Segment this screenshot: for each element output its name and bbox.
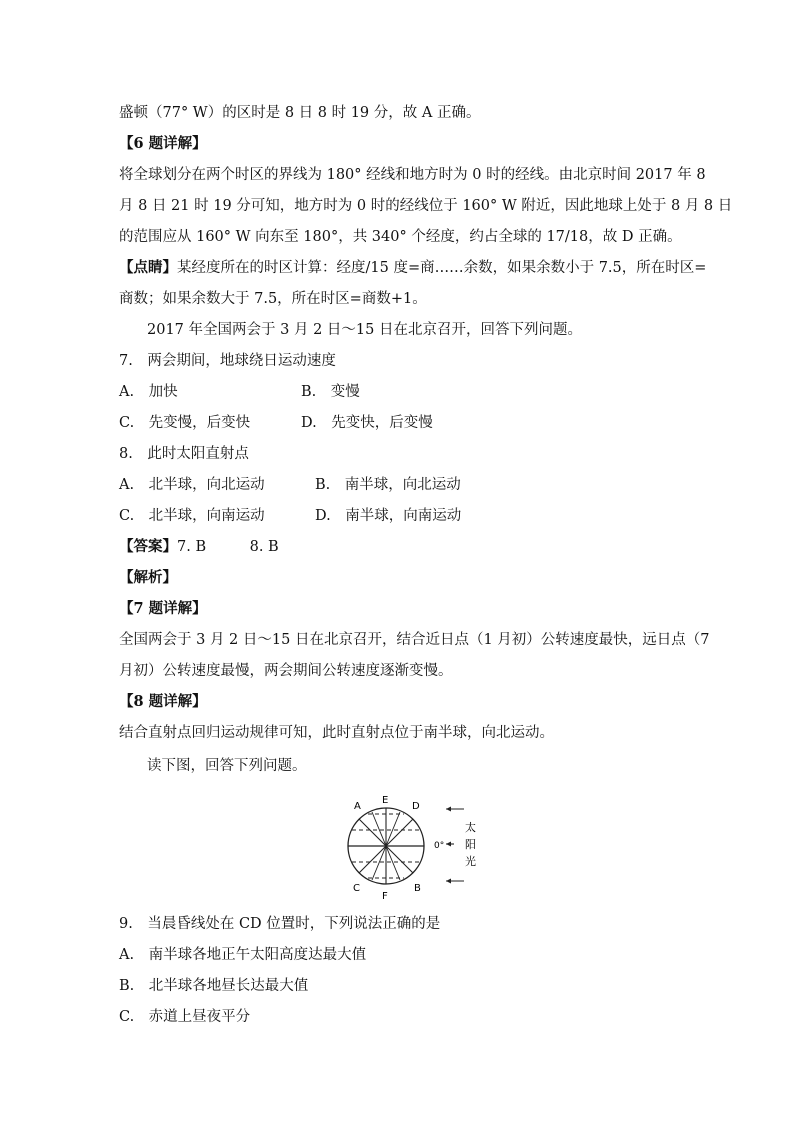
tip-line: [119, 258, 706, 278]
equator-label: 0°: [434, 841, 445, 851]
sunlight-label-char: 光: [465, 855, 476, 868]
option-9c: C. 赤道上昼夜平分: [119, 1009, 251, 1025]
option-9a: A. 南半球各地正午太阳高度达最大值: [119, 947, 367, 963]
question-intro: 2017 年全国两会于 3 月 2 日～15 日在北京召开，回答下列问题。: [147, 322, 582, 338]
answer-line: [119, 537, 279, 557]
option-8d: D. 南半球，向南运动: [315, 508, 462, 524]
option-7d: D. 先变快，后变慢: [301, 415, 433, 431]
sunlight-arrows: [446, 807, 464, 884]
section-heading-6: 【6 题详解】: [119, 135, 207, 152]
option-7a: A. 加快: [119, 384, 178, 400]
point-c-label: C: [353, 883, 360, 894]
section-heading-8: 【8 题详解】: [119, 693, 207, 710]
question-8: 8. 此时太阳直射点: [119, 446, 249, 462]
answer-label: 【答案】: [119, 538, 177, 555]
point-a-label: A: [354, 801, 361, 812]
point-e-label: E: [382, 795, 389, 806]
option-9b: B. 北半球各地昼长达最大值: [119, 978, 309, 994]
tip-text: 某经度所在的时区计算：经度/15 度=商……余数，如果余数小于 7.5，所在时区=: [177, 260, 707, 276]
option-8b: B. 南半球，向北运动: [315, 477, 461, 493]
earth-illumination-diagram: [342, 790, 482, 902]
option-7b: B. 变慢: [301, 384, 360, 400]
text-line: 的范围应从 160° W 向东至 180°，共 340° 个经度，约占全球的 17/18，故 D 正确。: [119, 229, 682, 245]
sunlight-label-char: 太: [465, 821, 476, 834]
question-7: 7. 两会期间，地球绕日运动速度: [119, 353, 336, 369]
analysis-heading: 【解析】: [119, 569, 177, 586]
option-8c: C. 北半球，向南运动: [119, 508, 265, 524]
question-9: 9. 当晨昏线处在 CD 位置时，下列说法正确的是: [119, 916, 441, 932]
text-line: 全国两会于 3 月 2 日～15 日在北京召开，结合近日点（1 月初）公转速度最快，远日点（7: [119, 632, 710, 648]
text-line: 商数；如果余数大于 7.5，所在时区=商数+1。: [119, 291, 427, 307]
answer-values: 7. B 8. B: [177, 539, 279, 555]
text-line: 月初）公转速度最慢，两会期间公转速度逐渐变慢。: [119, 663, 453, 679]
option-8a: A. 北半球，向北运动: [119, 477, 265, 493]
tip-label: 【点睛】: [119, 259, 177, 276]
question-intro: 读下图，回答下列问题。: [147, 758, 307, 774]
point-b-label: B: [414, 883, 421, 894]
option-7c: C. 先变慢，后变快: [119, 415, 251, 431]
text-line: 月 8 日 21 时 19 分可知，地方时为 0 时的经线位于 160° W 附近，因此地球上处于 8 月 8 日: [119, 198, 733, 214]
point-f-label: F: [382, 891, 388, 902]
text-line: 将全球划分在两个时区的界线为 180° 经线和地方时为 0 时的经线。由北京时间 2017 年 8: [119, 167, 706, 183]
point-d-label: D: [412, 801, 420, 812]
section-heading-7: 【7 题详解】: [119, 600, 207, 617]
text-line: 盛顿（77° W）的区时是 8 日 8 时 19 分，故 A 正确。: [119, 105, 481, 121]
text-line: 结合直射点回归运动规律可知，此时直射点位于南半球，向北运动。: [119, 725, 554, 741]
sunlight-label-char: 阳: [465, 838, 476, 851]
